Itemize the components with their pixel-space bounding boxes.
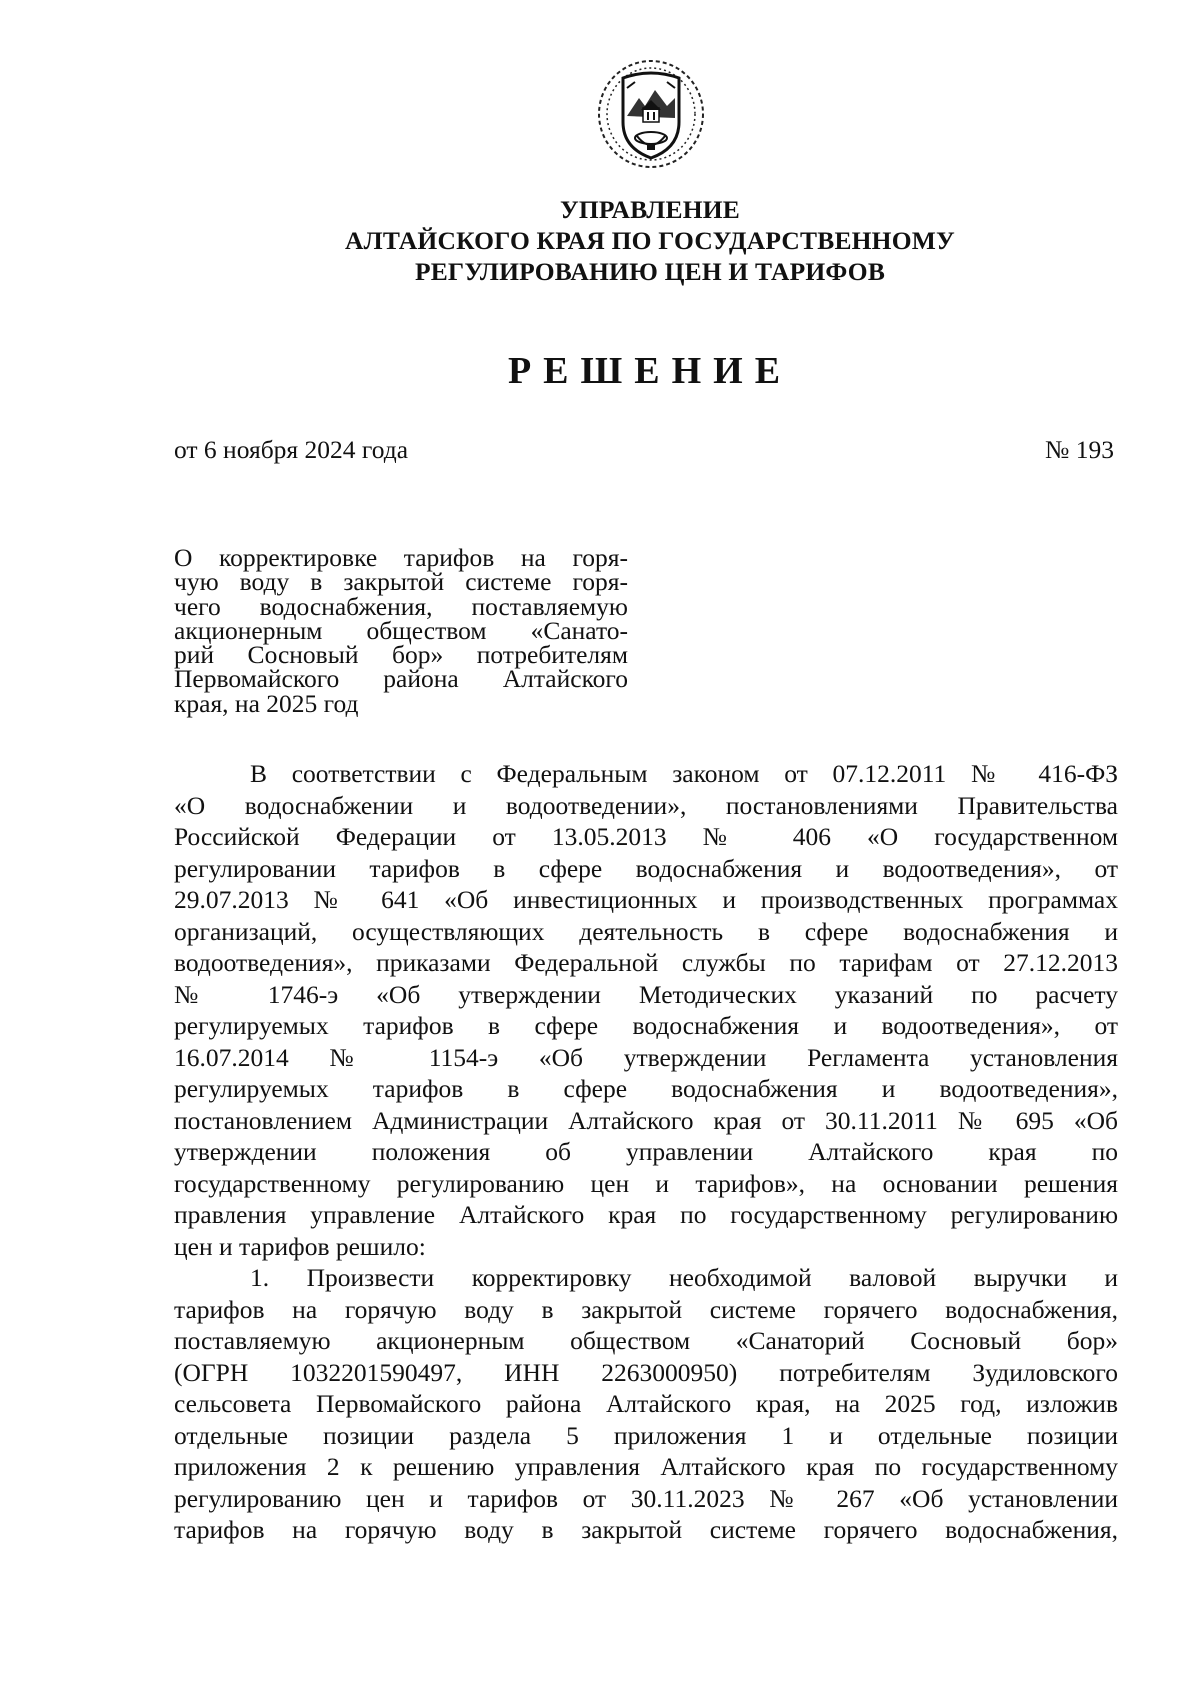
subject-line: Первомайского района Алтайского [174, 664, 628, 694]
body-line: В соответствии с Федеральным законом от 07.12.2011 № 416-ФЗ [250, 759, 1118, 788]
document-number: № 193 [1045, 435, 1114, 464]
body-line: сельсовета Первомайского района Алтайского края, на 2025 год, изложив [174, 1389, 1118, 1418]
subject-line: чего водоснабжения, поставляемую [174, 591, 628, 621]
subject-line: края, на 2025 год [174, 688, 359, 718]
body-line: утверждении положения об управлении Алтайского края по [174, 1137, 1118, 1166]
coat-of-arms-icon [593, 58, 709, 170]
body-line: цен и тарифов решило: [174, 1231, 426, 1261]
item-1-paragraph [174, 1262, 1118, 1546]
preamble-paragraph [174, 758, 1118, 1262]
subject-line: акционерным обществом «Санато- [174, 615, 628, 645]
body-line: регулируемых тарифов в сфере водоснабжения и водоотведения», [174, 1074, 1118, 1103]
body-line: регулируемых тарифов в сфере водоснабжения и водоотведения», от [174, 1011, 1118, 1040]
body-line: отдельные позиции раздела 5 приложения 1 и отдельные позиции [174, 1420, 1118, 1450]
body-line: водоотведения», приказами Федеральной службы по тарифам от 27.12.2013 [174, 948, 1118, 977]
body-line: государственному регулированию цен и тарифов», на основании решения [174, 1168, 1118, 1198]
org-line-1: УПРАВЛЕНИЕ [559, 195, 740, 224]
org-line-2: АЛТАЙСКОГО КРАЯ ПО ГОСУДАРСТВЕННОМУ [345, 226, 955, 255]
document-date: от 6 ноября 2024 года [174, 435, 409, 464]
body-line: № 1746-э «Об утверждении Методических указаний по расчету [174, 979, 1118, 1009]
body-line: поставляемую акционерным обществом «Санаторий Сосновый бор» [174, 1326, 1118, 1355]
body-line: «О водоснабжении и водоотведении», постановлениями Правительства [174, 790, 1118, 820]
body-line: тарифов на горячую воду в закрытой системе горячего водоснабжения, [174, 1515, 1118, 1544]
body-line: правления управление Алтайского края по государственному регулированию [174, 1200, 1118, 1229]
body-line: приложения 2 к решению управления Алтайского края по государственному [174, 1452, 1118, 1481]
subject-line: О корректировке тарифов на горя- [174, 543, 628, 572]
body-line: регулированию цен и тарифов от 30.11.2023 № 267 «Об установлении [174, 1483, 1118, 1513]
document-subject [174, 543, 628, 718]
organization-name [0, 194, 1200, 287]
body-line: 1. Произвести корректировку необходимой валовой выручки и [250, 1263, 1118, 1292]
subject-line: чую воду в закрытой системе горя- [174, 567, 628, 597]
document-type-title: РЕШЕНИЕ [507, 350, 793, 392]
org-line-3: РЕГУЛИРОВАНИЮ ЦЕН И ТАРИФОВ [414, 257, 886, 286]
body-line: регулировании тарифов в сфере водоснабжения и водоотведения», от [174, 853, 1118, 883]
body-line: 29.07.2013 № 641 «Об инвестиционных и производственных программах [174, 885, 1118, 914]
body-line: 16.07.2014 № 1154-э «Об утверждении Регламента установления [174, 1042, 1118, 1072]
body-line: (ОГРН 1032201590497, ИНН 2263000950) потребителям Зудиловского [174, 1357, 1118, 1387]
body-line: Российской Федерации от 13.05.2013 № 406 «О государственном [174, 822, 1118, 851]
body-line: тарифов на горячую воду в закрытой системе горячего водоснабжения, [174, 1294, 1118, 1324]
subject-line: рий Сосновый бор» потребителям [174, 640, 628, 670]
body-line: постановлением Администрации Алтайского края от 30.11.2011 № 695 «Об [174, 1105, 1118, 1135]
body-line: организаций, осуществляющих деятельность в сфере водоснабжения и [174, 916, 1118, 946]
